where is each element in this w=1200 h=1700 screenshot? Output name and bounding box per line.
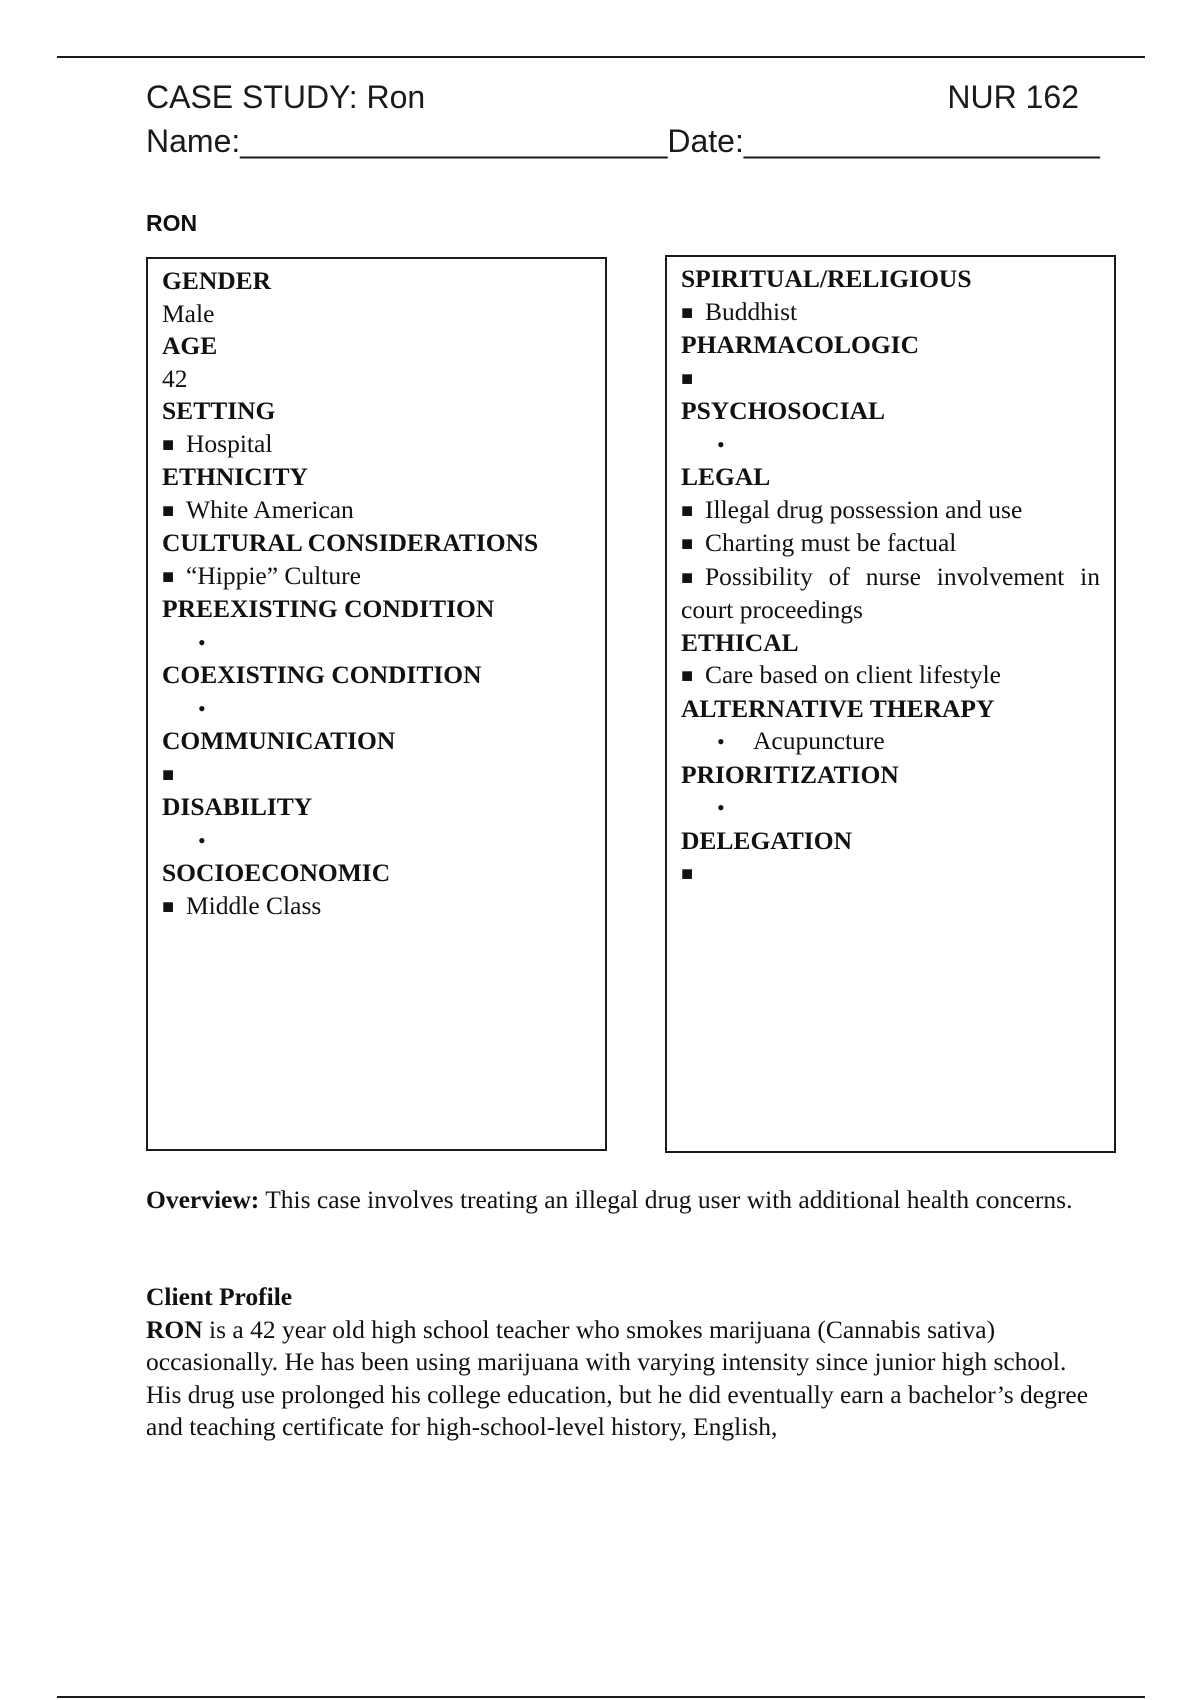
- case-study-title: CASE STUDY: Ron: [146, 79, 426, 115]
- ethical-heading: ETHICAL: [681, 627, 799, 657]
- psychosocial-heading: PSYCHOSOCIAL: [681, 396, 886, 425]
- delegation-item: [681, 857, 1100, 891]
- patient-label: RON: [146, 210, 198, 236]
- disability-item: [162, 824, 591, 858]
- client-profile-section: [146, 1281, 1091, 1444]
- ethnicity-heading: ETHNICITY: [162, 462, 308, 491]
- date-field: [667, 119, 1099, 163]
- setting-value: Hospital: [186, 428, 273, 458]
- considerations-box: [665, 255, 1116, 1153]
- dot-bullet-icon: •: [717, 795, 725, 820]
- prioritization-heading: PRIORITIZATION: [681, 759, 899, 789]
- gender-value: Male: [162, 298, 215, 328]
- header-title-row: [146, 75, 1083, 119]
- date-label: Date:: [667, 123, 744, 159]
- name-blank: ________________________: [240, 123, 668, 159]
- disability-heading: DISABILITY: [162, 792, 313, 821]
- client-profile-paragraph: [146, 1314, 1091, 1444]
- dot-bullet-icon: •: [198, 827, 206, 853]
- spiritual-heading: SPIRITUAL/RELIGIOUS: [681, 264, 972, 293]
- socioeconomic-heading: SOCIOECONOMIC: [162, 858, 391, 887]
- square-bullet-icon: ■: [681, 566, 694, 589]
- name-field: [146, 119, 667, 163]
- client-name: RON: [146, 1314, 203, 1344]
- cultural-heading: CULTURAL CONSIDERATIONS: [162, 528, 539, 557]
- legal-value: Illegal drug possession and use: [705, 494, 1023, 524]
- square-bullet-icon: ■: [681, 499, 694, 522]
- coexisting-heading: COEXISTING CONDITION: [162, 660, 482, 689]
- legal-value: Possibility of nurse involvement in court proceedings: [681, 561, 1100, 624]
- legal-value: Charting must be factual: [705, 528, 957, 557]
- legal-item: [681, 527, 1100, 561]
- dot-bullet-icon: •: [717, 431, 725, 457]
- coexisting-item: [162, 692, 591, 726]
- pharmacologic-item: [681, 362, 1100, 396]
- socioeconomic-value: Middle Class: [186, 890, 322, 920]
- pharmacologic-heading: PHARMACOLOGIC: [681, 330, 919, 359]
- legal-item: [681, 494, 1100, 528]
- age-heading: AGE: [162, 331, 218, 360]
- ethnicity-item: [162, 494, 591, 528]
- socioeconomic-item: [162, 890, 591, 924]
- dot-bullet-icon: •: [717, 729, 725, 754]
- legal-heading: LEGAL: [681, 462, 771, 491]
- top-rule: [57, 56, 1145, 58]
- ethnicity-value: White American: [186, 494, 354, 524]
- ethical-value: Care based on client lifestyle: [705, 660, 1001, 689]
- prioritization-item: [681, 791, 1100, 825]
- spiritual-value: Buddhist: [705, 296, 798, 326]
- course-code: NUR 162: [947, 79, 1079, 115]
- legal-item: [681, 561, 1100, 627]
- overview-text: This case involves treating an illegal drug user with additional health concerns.: [265, 1185, 1073, 1214]
- square-bullet-icon: ■: [681, 665, 694, 687]
- gender-heading: GENDER: [162, 266, 272, 295]
- setting-item: [162, 428, 591, 462]
- bottom-rule: [57, 1696, 1145, 1698]
- square-bullet-icon: ■: [162, 433, 175, 456]
- overview-label: Overview:: [146, 1185, 260, 1214]
- header-fields-row: [146, 119, 1100, 163]
- date-blank: ____________________: [743, 123, 1100, 159]
- overview-paragraph: [146, 1184, 1091, 1217]
- delegation-heading: DELEGATION: [681, 825, 852, 855]
- square-bullet-icon: ■: [681, 367, 694, 390]
- square-bullet-icon: ■: [681, 533, 694, 555]
- demographics-box: [146, 257, 607, 1151]
- communication-heading: COMMUNICATION: [162, 726, 396, 755]
- document-header: [146, 75, 1100, 163]
- alternative-therapy-heading: ALTERNATIVE THERAPY: [681, 693, 995, 723]
- preexisting-item: [162, 626, 591, 660]
- spiritual-item: [681, 296, 1100, 330]
- square-bullet-icon: ■: [162, 763, 175, 786]
- client-profile-heading: Client Profile: [146, 1282, 293, 1311]
- setting-heading: SETTING: [162, 396, 276, 425]
- cultural-item: [162, 560, 591, 594]
- age-value: 42: [162, 363, 188, 393]
- square-bullet-icon: ■: [162, 499, 175, 522]
- ethical-item: [681, 659, 1100, 693]
- alternative-therapy-value: Acupuncture: [753, 726, 885, 755]
- square-bullet-icon: ■: [162, 895, 175, 918]
- cultural-value: “Hippie” Culture: [186, 560, 361, 590]
- communication-item: [162, 758, 591, 792]
- alternative-therapy-item: [681, 725, 1100, 759]
- square-bullet-icon: ■: [681, 301, 694, 324]
- name-label: Name:: [146, 123, 241, 159]
- dot-bullet-icon: •: [198, 629, 206, 655]
- client-profile-text: is a 42 year old high school teacher who smokes marijuana (Cannabis sativa) occasionally. He has been using marijuana with varying intensity since junior high school. His drug use prolonged his college education, but he did eventually earn a bachelor’s degree and teaching certificate for high-school-level history, English,: [146, 1314, 1089, 1441]
- preexisting-heading: PREEXISTING CONDITION: [162, 594, 495, 623]
- psychosocial-item: [681, 428, 1100, 462]
- square-bullet-icon: ■: [162, 565, 175, 588]
- square-bullet-icon: ■: [681, 863, 694, 885]
- dot-bullet-icon: •: [198, 695, 206, 721]
